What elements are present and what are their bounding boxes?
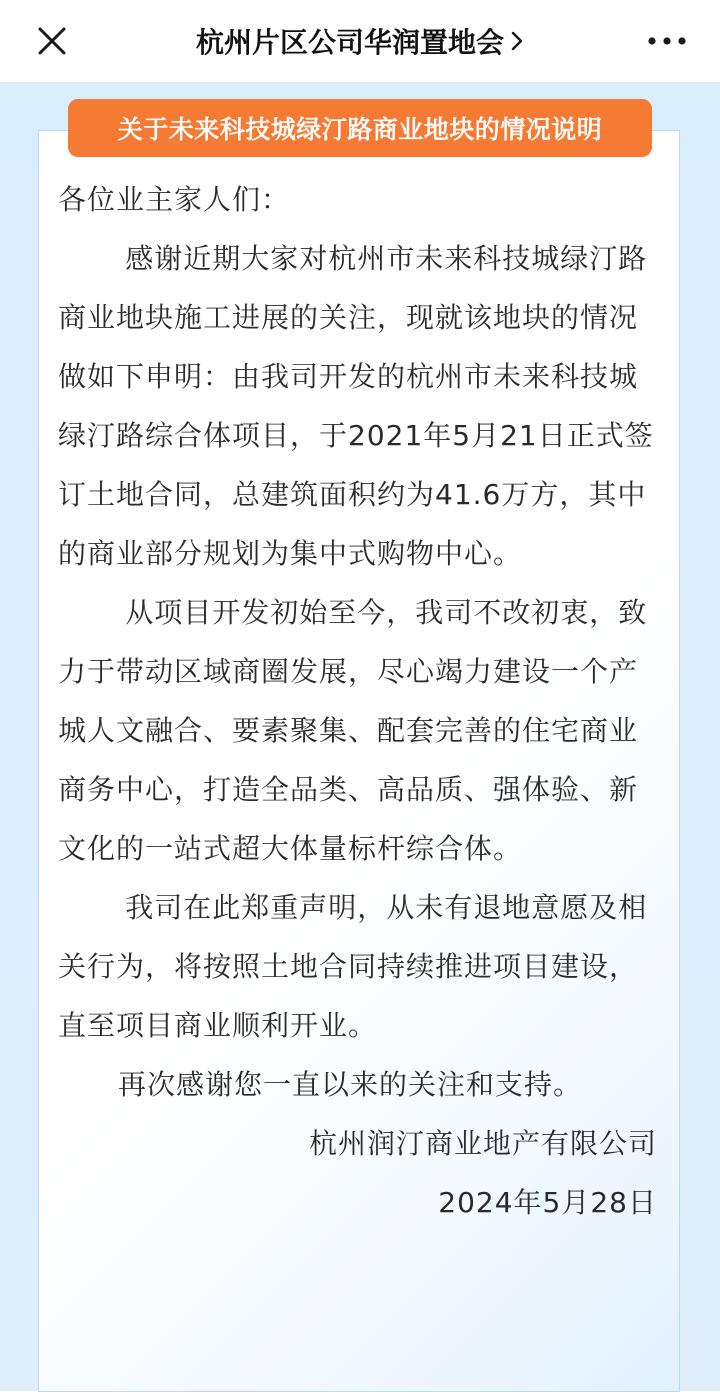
signature-company: 杭州润汀商业地产有限公司 [308, 1127, 657, 1160]
more-options-button[interactable] [640, 22, 694, 60]
more-horizontal-icon [647, 36, 687, 46]
close-icon [37, 26, 67, 56]
article-banner-title: 关于未来科技城绿汀路商业地块的情况说明 [68, 99, 652, 157]
article-body [58, 170, 663, 1232]
paragraph-2: 从项目开发初始至今，我司不改初衷，致力于带动区域商圈发展，尽心竭力建设一个产城人文融合、要素聚集、配套完善的住宅商业商务中心，打造全品类、高品质、强体验、新文化的一站式超大体量标杆综合体。 [58, 596, 648, 865]
chevron-right-icon [510, 29, 524, 53]
paragraph-3: 我司在此郑重声明，从未有退地意愿及相关行为，将按照土地合同持续推进项目建设，直至项目商业顺利开业。 [58, 891, 648, 1042]
top-navigation-bar [0, 0, 720, 83]
paragraph-1: 感谢近期大家对杭州市未来科技城绿汀路商业地块施工进展的关注，现就该地块的情况做如下申明：由我司开发的杭州市未来科技城绿汀路综合体项目，于2021年5月21日正式签订土地合同，总建筑面积约为41.6万方，其中的商业部分规划为集中式购物中心。 [58, 242, 654, 570]
close-button[interactable] [30, 22, 74, 60]
salutation: 各位业主家人们： [58, 183, 291, 216]
signature-date: 2024年5月28日 [438, 1186, 657, 1219]
account-name: 杭州片区公司华润置地会 [195, 26, 504, 59]
account-title-link[interactable] [140, 0, 580, 82]
closing-thanks: 再次感谢您一直以来的关注和支持。 [118, 1068, 583, 1101]
